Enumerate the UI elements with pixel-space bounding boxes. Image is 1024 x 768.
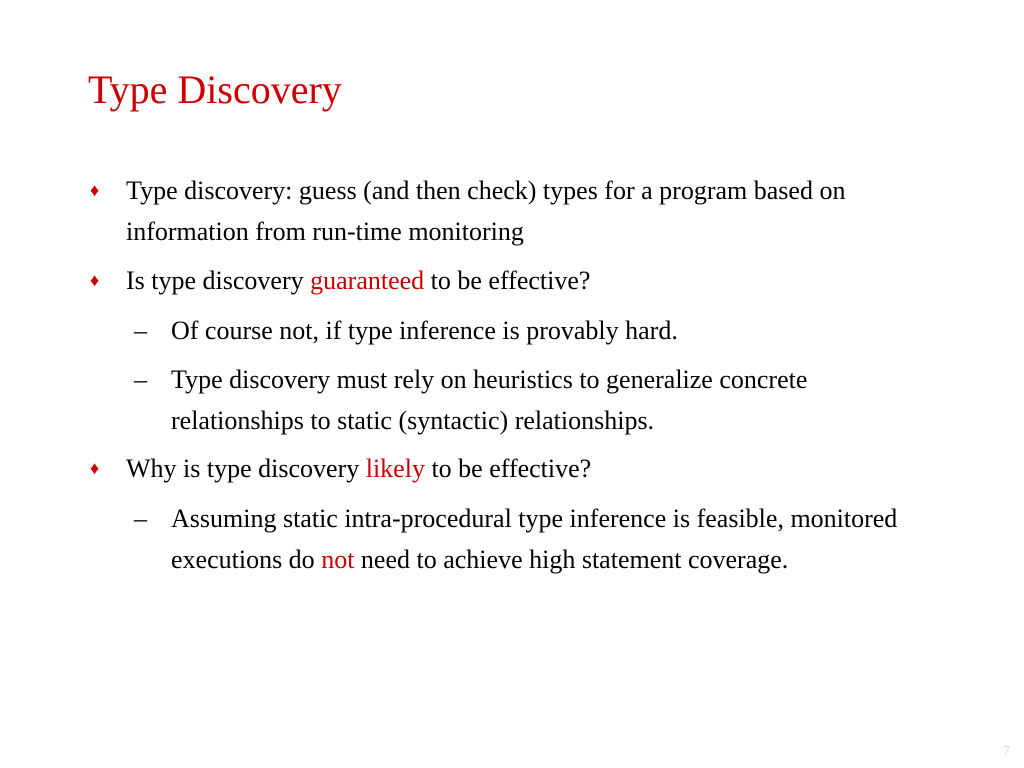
diamond-bullet-icon: ♦ — [90, 270, 100, 290]
bullet-item — [90, 260, 920, 301]
sub-bullet-text-before: Assuming static intra-procedural type inference is feasible, monitored executions do — [171, 504, 898, 574]
bullet-text-before: Why is type discovery — [126, 454, 366, 483]
slide-title: Type Discovery — [88, 67, 342, 112]
sub-bullet-text: Type discovery must rely on heuristics to generalize concrete relationships to static (syntactic) relationships. — [171, 365, 808, 435]
dash-bullet-icon: – — [134, 504, 147, 533]
diamond-bullet-icon: ♦ — [90, 458, 100, 478]
bullet-text — [126, 260, 920, 301]
bullet-text: Type discovery: guess (and then check) types for a program based on information from run-time monitoring — [126, 176, 846, 246]
dash-bullet-icon: – — [134, 316, 147, 345]
sub-bullet-text-after: need to achieve high statement coverage. — [354, 545, 789, 574]
bullet-item — [90, 448, 920, 489]
dash-bullet-icon: – — [134, 365, 147, 394]
bullet-text-after: to be effective? — [424, 454, 592, 483]
highlighted-word: likely — [365, 454, 425, 483]
sub-bullet-item — [134, 310, 934, 351]
bullet-item — [90, 170, 920, 252]
bullet-text — [126, 448, 920, 489]
sub-bullet-text — [171, 498, 934, 580]
highlighted-word: not — [321, 545, 355, 574]
bullet-text-after: to be effective? — [424, 266, 591, 295]
bullet-text-before: Is type discovery — [126, 266, 311, 295]
page-number: 7 — [1003, 744, 1010, 759]
sub-bullet-item — [134, 359, 934, 441]
sub-bullet-item — [134, 498, 934, 580]
diamond-bullet-icon: ♦ — [90, 180, 100, 200]
highlighted-word: guaranteed — [310, 266, 425, 295]
sub-bullet-text: Of course not, if type inference is provably hard. — [171, 316, 678, 345]
